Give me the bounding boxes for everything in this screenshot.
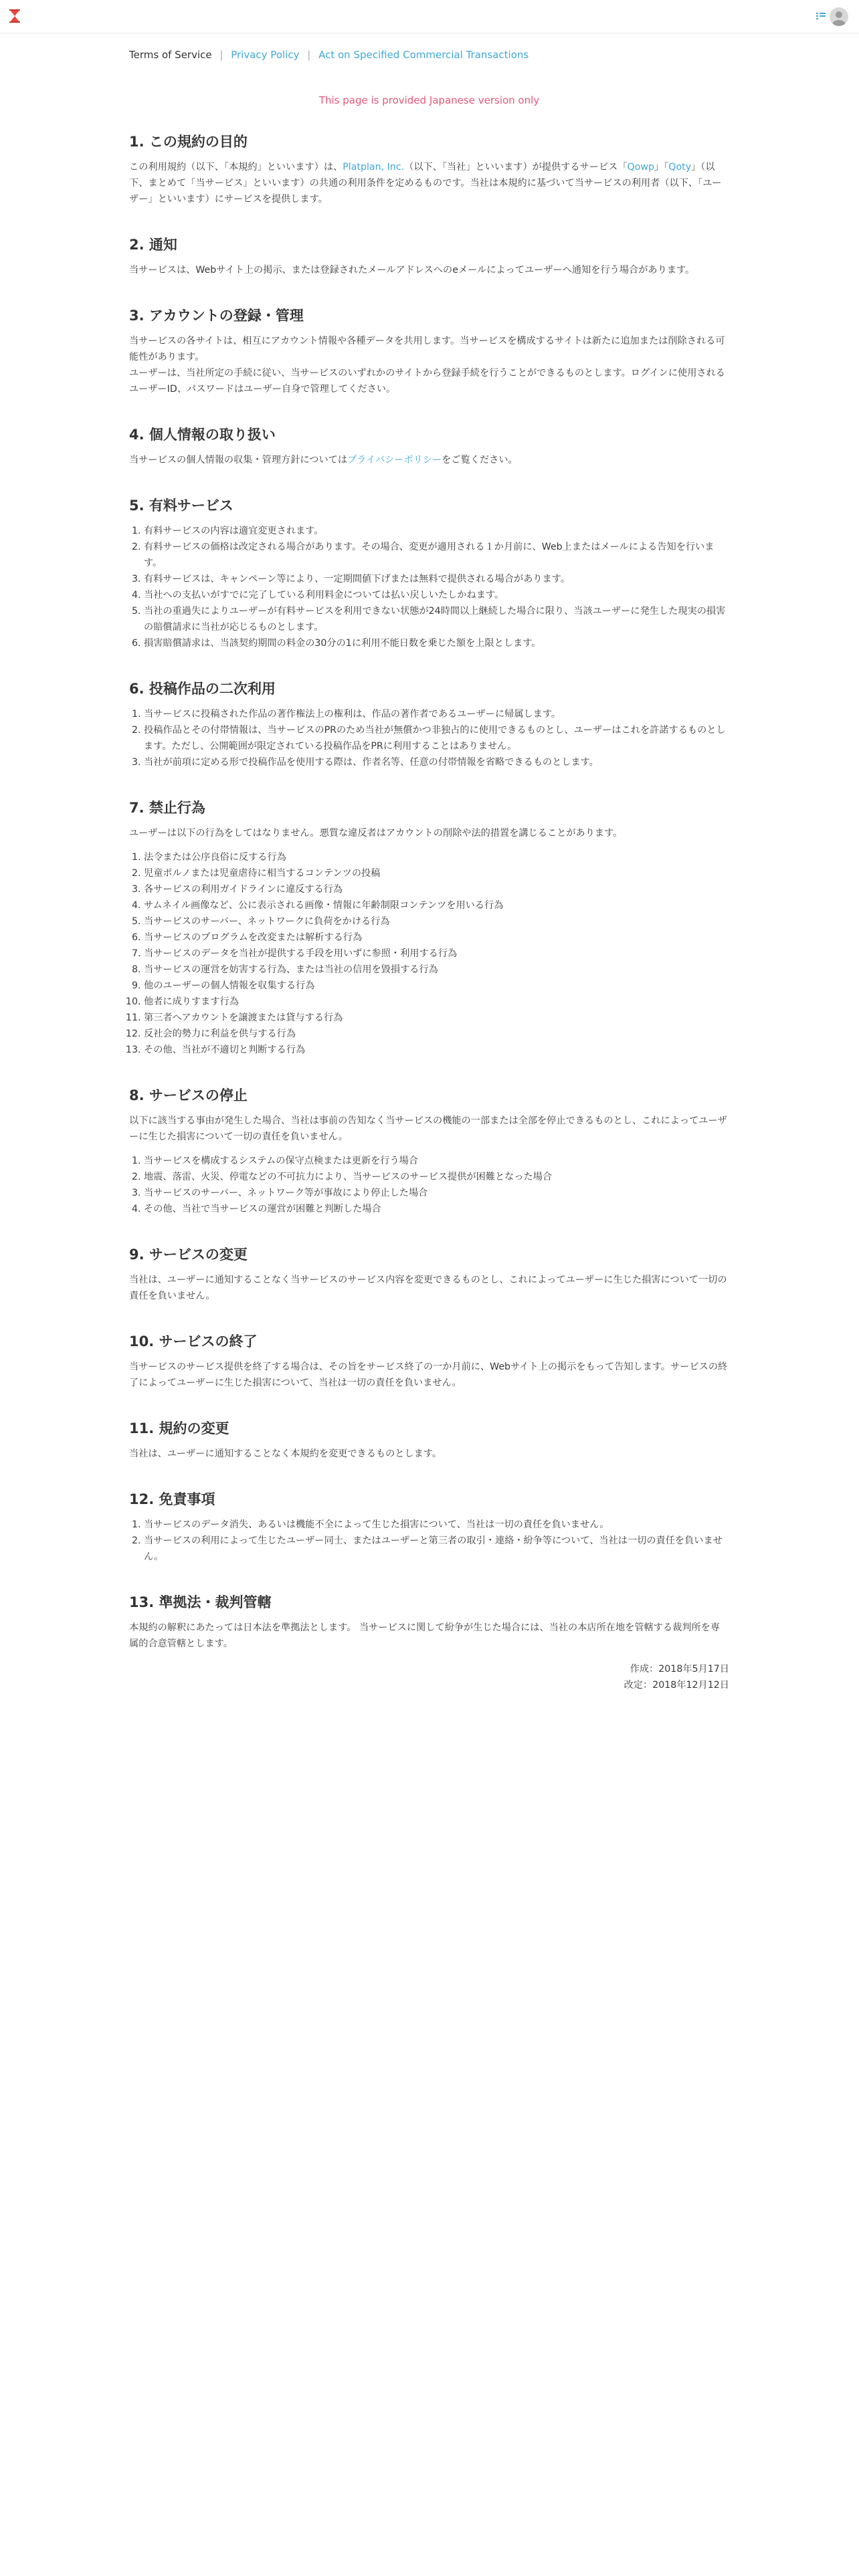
list-item: 2. 児童ポルノまたは児童虐待に相当するコンテンツの投稿 <box>144 865 729 881</box>
section-title: 10. サービスの終了 <box>129 1333 258 1350</box>
prohibited-list <box>129 849 729 1058</box>
section-service-change <box>129 1245 729 1304</box>
paid-services-list <box>129 523 729 651</box>
list-item: 9. 他のユーザーの個人情報を収集する行為 <box>144 978 729 994</box>
list-item: 1. 当サービスのデータ消失、あるいは機能不全によって生じた損害について、当社は一切の責任を負いません。 <box>144 1517 729 1533</box>
section-text: 本規約の解釈にあたっては日本法を準拠法とします。 当サービスに関して紛争が生じた場合には、当社の本店所在地を管轄する裁判所を専属的合意管轄とします。 <box>129 1622 721 1649</box>
qoty-link[interactable]: Qoty <box>668 162 692 173</box>
list-item: 11. 第三者へアカウントを譲渡または貸与する行為 <box>144 1010 729 1026</box>
section-account <box>129 306 729 397</box>
section-title: 5. 有料サービス <box>129 498 233 514</box>
section-title: 1. この規約の目的 <box>129 134 248 150</box>
document-dates <box>129 1661 729 1693</box>
list-item: 1. 法令または公序良俗に反する行為 <box>144 849 729 865</box>
list-item: 5. 当サービスのサーバー、ネットワークに負荷をかける行為 <box>144 914 729 930</box>
section-title: 13. 準拠法・裁判管轄 <box>129 1594 272 1610</box>
section-governing-law <box>129 1593 729 1652</box>
tab-commercial-transactions[interactable]: Act on Specified Commercial Transactions <box>318 49 529 61</box>
terms-content <box>129 33 729 1693</box>
section-terms-change <box>129 1419 729 1462</box>
section-text: ユーザーは以下の行為をしてはなりません。悪質な違反者はアカウントの削除や法的措置を講じることがあります。 <box>129 828 623 839</box>
section-title: 9. サービスの変更 <box>129 1247 248 1263</box>
tab-privacy-policy[interactable]: Privacy Policy <box>231 49 300 61</box>
company-link[interactable]: Platplan, Inc. <box>343 162 405 173</box>
section-secondary-use <box>129 679 729 770</box>
list-item: 3. 当サービスのサーバー、ネットワーク等が事故により停止した場合 <box>144 1185 729 1201</box>
section-text: 以下に該当する事由が発生した場合、当社は事前の告知なく当サービスの機能の一部または全部を停止できるものとし、これによってユーザーに生じた損害について一切の責任を負いません。 <box>129 1115 727 1142</box>
qowp-link[interactable]: Qowp <box>627 162 654 173</box>
list-item: 1. 有料サービスの内容は適宜変更されます。 <box>144 523 729 539</box>
list-item: 3. 当社が前項に定める形で投稿作品を使用する際は、作者名等、任意の付帯情報を省略できるものとします。 <box>144 754 729 770</box>
list-item: 5. 当社の重過失によりユーザーが有料サービスを利用できない状態が24時間以上継続した場合に限り、当該ユーザーに発生した現実の損害の賠償請求に当社が応じるものとします。 <box>144 603 729 635</box>
list-item: 6. 損害賠償請求は、当該契約期間の料金の30分の1に利用不能日数を乗じた額を上限とします。 <box>144 635 729 651</box>
section-title: 11. 規約の変更 <box>129 1420 229 1436</box>
list-icon[interactable] <box>816 11 826 20</box>
list-item: 2. 地震、落雷、火災、停電などの不可抗力により、当サービスのサービス提供が困難となった場合 <box>144 1169 729 1185</box>
section-paid-services <box>129 496 729 651</box>
revised-date: 改定：2018年12月12日 <box>624 1680 729 1691</box>
list-item: 12. 反社会的勢力に利益を供与する行為 <box>144 1026 729 1042</box>
section-title: 12. 免責事項 <box>129 1491 215 1507</box>
text-fragment: この利用規約（以下、「本規約」といいます）は、 <box>129 162 343 173</box>
section-title: 6. 投稿作品の二次利用 <box>129 681 276 697</box>
disclaimer-list <box>129 1517 729 1565</box>
list-item: 1. 当サービスに投稿された作品の著作権法上の権利は、作品の著作者であるユーザーに帰属します。 <box>144 706 729 722</box>
list-item: 3. 有料サービスは、キャンペーン等により、一定期間値下げまたは無料で提供される場合があります。 <box>144 571 729 587</box>
list-item: 13. その他、当社が不適切と判断する行為 <box>144 1042 729 1058</box>
legal-subnav <box>129 47 729 63</box>
section-title: 2. 通知 <box>129 237 177 253</box>
section-title: 7. 禁止行為 <box>129 800 205 816</box>
text-fragment: 」（以下、まとめて「当サービス」といいます）の共通の利用条件を定めるものです。当社は本規約に基づいて当サービスの利用者（以下、「ユーザー」といいます）にサービスを提供します。 <box>129 162 722 205</box>
section-text <box>129 452 729 468</box>
japanese-only-notice: This page is provided Japanese version only <box>318 94 540 106</box>
text-fragment: をご覧ください。 <box>442 455 518 465</box>
section-text: 当サービスの各サイトは、相互にアカウント情報や各種データを共用します。当サービスを構成するサイトは新たに追加または削除される可能性があります。 <box>129 336 725 362</box>
tab-terms-of-service[interactable]: Terms of Service <box>129 49 212 61</box>
text-fragment: （以下、「当社」といいます）が提供するサービス「 <box>404 162 628 173</box>
section-text: ユーザーは、当社所定の手続に従い、当サービスのいずれかのサイトから登録手続を行うことができるものとします。ログインに使用されるユーザーID、パスワードはユーザー自身で管理してください。 <box>129 368 725 395</box>
privacy-policy-link[interactable]: プライバシーポリシー <box>347 455 442 465</box>
list-item: 10. 他者に成りすます行為 <box>144 994 729 1010</box>
created-date: 作成：2018年5月17日 <box>630 1664 729 1675</box>
list-item: 1. 当サービスを構成するシステムの保守点検または更新を行う場合 <box>144 1153 729 1169</box>
section-disclaimer <box>129 1490 729 1565</box>
section-text: 当サービスは、Webサイト上の掲示、または登録されたメールアドレスへのeメールによってユーザーへ通知を行う場合があります。 <box>129 265 695 276</box>
list-item: 4. その他、当社で当サービスの運営が困難と判断した場合 <box>144 1201 729 1217</box>
list-item: 2. 有料サービスの価格は改定される場合があります。その場合、変更が適用される１か月前に、Web上またはメールによる告知を行います。 <box>144 539 729 571</box>
list-item: 7. 当サービスのデータを当社が提供する手段を用いずに参照・利用する行為 <box>144 946 729 962</box>
list-item: 3. 各サービスの利用ガイドラインに違反する行為 <box>144 881 729 897</box>
text-fragment: 」「 <box>654 162 669 173</box>
top-bar <box>0 0 859 33</box>
nav-separator: | <box>307 49 311 61</box>
section-prohibited <box>129 798 729 1058</box>
hourglass-logo-icon[interactable] <box>9 9 20 23</box>
section-text: 当社は、ユーザーに通知することなく当サービスのサービス内容を変更できるものとし、これによってユーザーに生じた損害について一切の責任を負いません。 <box>129 1275 727 1301</box>
section-title: 3. アカウントの登録・管理 <box>129 308 304 324</box>
section-service-termination <box>129 1332 729 1391</box>
list-item: 2. 当サービスの利用によって生じたユーザー同士、またはユーザーと第三者の取引・連絡・紛争等について、当社は一切の責任を負いません。 <box>144 1533 729 1565</box>
section-text: 当サービスのサービス提供を終了する場合は、その旨をサービス終了の一か月前に、Webサイト上の掲示をもって告知します。サービスの終了によってユーザーに生じた損害について、当社は一切の責任を負いません。 <box>129 1362 728 1388</box>
section-service-suspension <box>129 1086 729 1217</box>
section-title: 4. 個人情報の取り扱い <box>129 427 276 443</box>
list-item: 8. 当サービスの運営を妨害する行為、または当社の信用を毀損する行為 <box>144 962 729 978</box>
nav-separator: | <box>219 49 223 61</box>
list-item: 6. 当サービスのプログラムを改変または解析する行為 <box>144 930 729 946</box>
suspension-list <box>129 1153 729 1217</box>
list-item: 2. 投稿作品とその付帯情報は、当サービスのPRのため当社が無償かつ非独占的に使用できるものとし、ユーザーはこれを許諾するものとします。ただし、公開範囲が限定されている投稿作品をPRに利用することはありません。 <box>144 722 729 754</box>
section-personal-info <box>129 425 729 468</box>
section-title: 8. サービスの停止 <box>129 1087 248 1103</box>
text-fragment: 当サービスの個人情報の収集・管理方針については <box>129 455 348 465</box>
list-item: 4. サムネイル画像など、公に表示される画像・情報に年齢制限コンテンツを用いる行為 <box>144 897 729 914</box>
section-text <box>129 159 729 207</box>
section-text: 当社は、ユーザーに通知することなく本規約を変更できるものとします。 <box>129 1448 442 1459</box>
user-avatar[interactable] <box>830 7 848 26</box>
secondary-use-list <box>129 706 729 770</box>
list-item: 4. 当社への支払いがすでに完了している利用料金については払い戻しいたしかねます。 <box>144 587 729 603</box>
section-purpose <box>129 132 729 207</box>
section-notification <box>129 235 729 278</box>
